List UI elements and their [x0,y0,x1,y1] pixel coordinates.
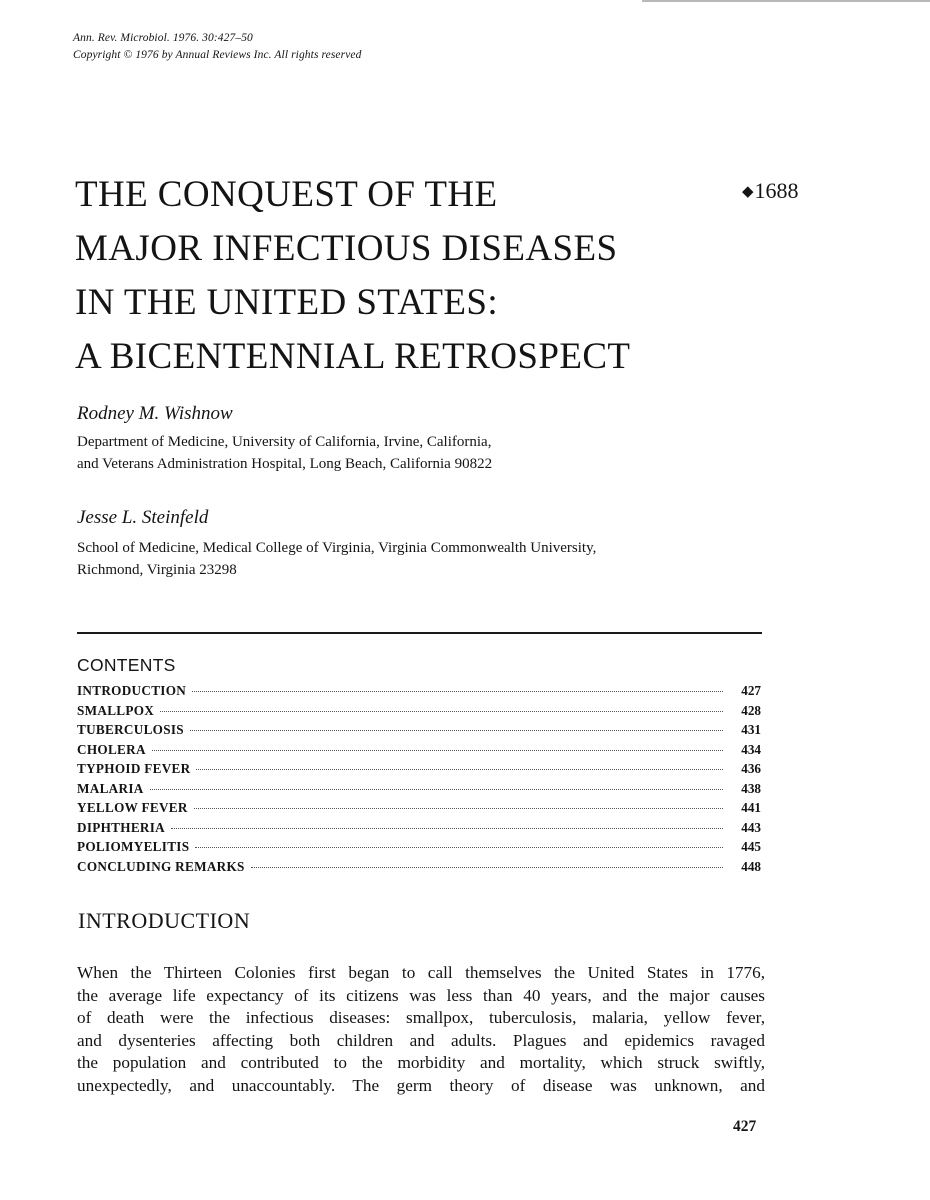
journal-citation: Ann. Rev. Microbiol. 1976. 30:427–50 [73,32,253,44]
title-line: THE CONQUEST OF THE [75,174,498,215]
paragraph-line: the population and contributed to the morbidity and mortality, which struck swiftly, [77,1053,765,1073]
leader-dots [190,730,723,731]
introduction-paragraph [77,962,765,1098]
page-number: 427 [733,1118,757,1135]
toc-entry[interactable] [77,820,761,840]
author-affiliation [77,431,492,475]
toc-label: DIPHTHERIA [77,819,165,835]
paragraph-line: of death were the infectious diseases: smallpox, tuberculosis, malaria, yellow fever, [77,1008,765,1028]
toc-label: CONCLUDING REMARKS [77,858,245,874]
leader-dots [150,789,723,790]
toc-label: TUBERCULOSIS [77,722,184,737]
article-code-number: 1688 [754,178,799,203]
top-edge-rule [642,0,930,2]
affiliation-line: and Veterans Administration Hospital, Long Beach, California 90822 [77,456,493,472]
toc-page: 428 [741,702,761,718]
introduction-heading: INTRODUCTION [78,908,251,933]
toc-page: 448 [741,858,761,874]
author-name: Rodney M. Wishnow [77,403,233,424]
leader-dots [152,750,723,751]
toc-entry[interactable] [77,839,761,859]
title-line: MAJOR INFECTIOUS DISEASES [75,228,618,269]
toc-label: MALARIA [77,780,144,796]
leader-dots [195,847,723,848]
affiliation-line: Department of Medicine, University of California, Irvine, California, [77,434,492,450]
leader-dots [194,808,723,809]
leader-dots [251,867,723,868]
leader-dots [160,711,723,712]
toc-entry[interactable] [77,761,761,781]
contents-heading: CONTENTS [77,655,176,675]
article-code [742,178,799,204]
leader-dots [192,691,723,692]
leader-dots [171,828,723,829]
toc-page: 427 [741,683,761,698]
toc-label: INTRODUCTION [77,683,187,698]
toc-page: 431 [741,722,761,737]
toc-entry[interactable] [77,742,761,762]
article-title [75,168,630,384]
toc-page: 438 [741,780,761,796]
table-of-contents [77,683,761,878]
copyright-notice: Copyright © 1976 by Annual Reviews Inc. All rights reserved [73,49,362,61]
paragraph-line: the average life expectancy of its citizens was less than 40 years, and the major causes [77,985,765,1005]
journal-header [73,30,361,64]
toc-entry[interactable] [77,859,761,879]
toc-page: 445 [741,839,761,854]
toc-label: SMALLPOX [77,702,155,718]
toc-entry[interactable] [77,683,761,703]
section-divider [77,632,762,634]
toc-page: 441 [741,800,761,815]
toc-label: CHOLERA [77,741,146,757]
toc-entry[interactable] [77,781,761,801]
paragraph-line: and dysenteries affecting both children and adults. Plagues and epidemics ravaged [77,1030,765,1050]
author-affiliation [77,537,596,581]
toc-label: YELLOW FEVER [77,800,188,815]
toc-entry[interactable] [77,800,761,820]
affiliation-line: Richmond, Virginia 23298 [77,562,237,578]
diamond-icon: ◆ [742,184,754,200]
paragraph-line: unexpectedly, and unaccountably. The germ theory of disease was unknown, and [77,1075,765,1095]
toc-page: 443 [741,819,761,835]
toc-page: 434 [741,741,761,757]
toc-label: TYPHOID FEVER [77,761,191,776]
toc-entry[interactable] [77,703,761,723]
leader-dots [196,769,723,770]
affiliation-line: School of Medicine, Medical College of Virginia, Virginia Commonwealth University, [77,540,597,556]
toc-page: 436 [741,761,761,776]
title-line: IN THE UNITED STATES: [75,282,499,323]
paragraph-line: When the Thirteen Colonies first began to call themselves the United States in 1776, [77,963,765,982]
toc-label: POLIOMYELITIS [77,839,190,854]
toc-entry[interactable] [77,722,761,742]
author-name: Jesse L. Steinfeld [77,507,209,528]
title-line: A BICENTENNIAL RETROSPECT [75,336,631,377]
